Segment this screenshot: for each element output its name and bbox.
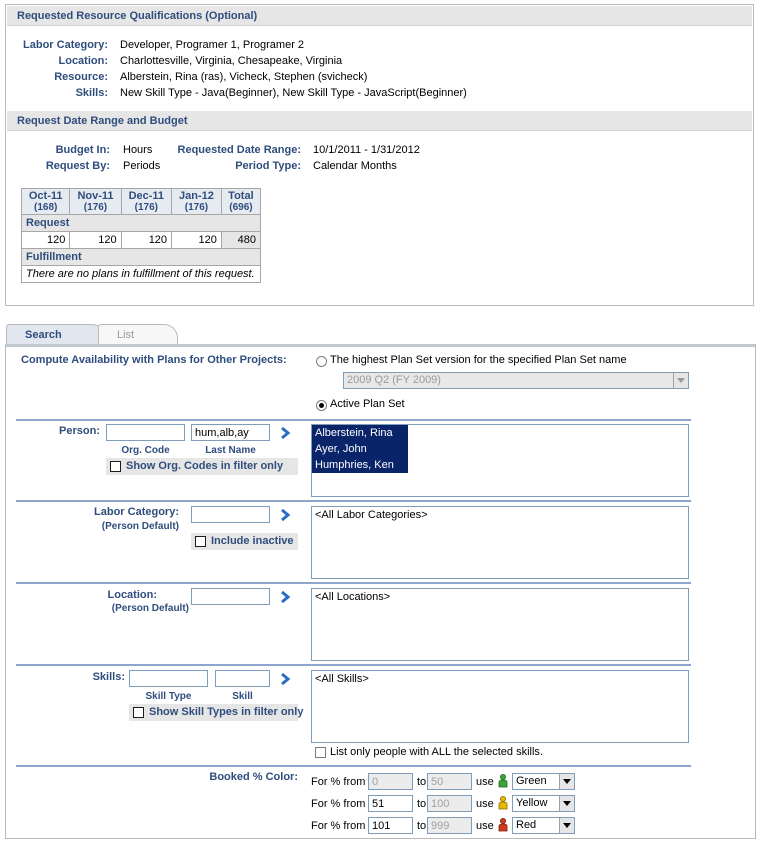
green-person-icon (498, 774, 508, 788)
labor-category-sublabel: (Person Default) (101, 521, 179, 532)
show-skill-types-label: Show Skill Types in filter only (149, 706, 304, 718)
period-type-value: Calendar Months (313, 160, 397, 172)
budget-in-label: Budget In: (55, 144, 110, 156)
location-label: Location: (58, 55, 108, 67)
tab-search[interactable] (6, 324, 106, 344)
location-value: Charlottesville, Virginia, Chesapeake, Virginia (120, 55, 343, 67)
col-hours: (176) (184, 202, 209, 213)
include-inactive-label: Include inactive (211, 535, 294, 547)
include-inactive-option (191, 533, 298, 550)
color-select-red[interactable] (512, 817, 575, 834)
col-label: Nov-11 (77, 190, 114, 202)
location-sublabel: (Person Default) (111, 603, 189, 614)
org-code-input[interactable] (106, 424, 185, 441)
tab-list-label: List (117, 329, 135, 341)
list-item[interactable]: <All Locations> (315, 591, 391, 603)
divider (16, 419, 691, 421)
request-total: 480 (221, 232, 260, 249)
show-skill-types-option (129, 704, 304, 721)
to-percent-input: 999 (427, 817, 472, 834)
use-label: use (476, 776, 494, 788)
col-label: Jan-12 (179, 190, 214, 202)
to-percent-input: 50 (427, 773, 472, 790)
date-range-label: Requested Date Range: (177, 144, 301, 156)
tab-search-label: Search (25, 329, 62, 341)
for-from-label: For % from (311, 798, 366, 810)
list-item[interactable]: Alberstein, Rina (312, 425, 408, 441)
plan-set-select-value: 2009 Q2 (FY 2009) (347, 374, 441, 386)
chevron-down-icon (559, 796, 574, 811)
to-label: to (417, 776, 427, 788)
resource-label: Resource: (54, 71, 108, 83)
budget-col-oct (22, 189, 70, 215)
budget-col-jan (172, 189, 222, 215)
plan-set-select[interactable] (343, 372, 689, 389)
show-skill-types-checkbox[interactable] (133, 707, 144, 718)
use-label: use (476, 820, 494, 832)
list-item[interactable]: Humphries, Ken (312, 457, 408, 473)
request-value: 120 (172, 232, 222, 249)
show-org-codes-checkbox[interactable] (110, 461, 121, 472)
skills-results-list[interactable] (311, 670, 689, 743)
tab-list[interactable] (98, 324, 178, 344)
list-item[interactable]: <All Skills> (315, 673, 369, 685)
skills-value: New Skill Type - Java(Beginner), New Skill Type - JavaScript(Beginner) (120, 87, 467, 99)
all-skills-checkbox[interactable] (315, 747, 326, 758)
booked-color-label: Booked % Color: (209, 771, 298, 783)
labor-category-label: Labor Category: (23, 39, 108, 51)
fulfillment-note: There are no plans in fulfillment of this request. (22, 266, 261, 283)
skills-label: Skills: (75, 87, 108, 99)
chevron-down-icon (559, 774, 574, 789)
request-value: 120 (22, 232, 70, 249)
divider (16, 500, 691, 502)
for-from-label: For % from (311, 776, 366, 788)
request-details-panel (5, 4, 754, 306)
to-label: to (417, 798, 427, 810)
skill-type-input[interactable] (129, 670, 208, 687)
request-value: 120 (121, 232, 171, 249)
date-range-value: 10/1/2011 - 1/31/2012 (313, 144, 420, 156)
search-location-arrow-icon[interactable] (279, 591, 291, 603)
radio-active-plan-set[interactable] (316, 400, 327, 411)
labor-category-results-list[interactable] (311, 506, 689, 579)
show-org-codes-label: Show Org. Codes in filter only (126, 460, 284, 472)
radio-active-label: Active Plan Set (330, 398, 405, 410)
qualifications-header: Requested Resource Qualifications (Optional) (7, 6, 752, 26)
labor-category-filter-label: Labor Category: (94, 506, 179, 518)
col-label: Total (228, 190, 254, 202)
red-person-icon (498, 818, 508, 832)
show-org-codes-option (106, 458, 298, 475)
col-hours: (168) (34, 202, 58, 213)
radio-highest-plan-set[interactable] (316, 356, 327, 367)
all-skills-label: List only people with ALL the selected skills. (330, 746, 543, 758)
from-percent-input[interactable]: 51 (368, 795, 413, 812)
color-select-value: Red (516, 819, 537, 831)
color-select-green[interactable] (512, 773, 575, 790)
last-name-input[interactable]: hum,alb,ay (191, 424, 270, 441)
color-select-yellow[interactable] (512, 795, 575, 812)
from-percent-input[interactable]: 101 (368, 817, 413, 834)
color-select-value: Yellow (516, 797, 548, 809)
include-inactive-checkbox[interactable] (195, 536, 206, 547)
for-from-label: For % from (311, 820, 366, 832)
skill-type-sublabel: Skill Type (145, 691, 192, 702)
location-filter-label: Location: (107, 589, 157, 601)
request-by-value: Periods (123, 160, 161, 172)
request-values-row (22, 232, 261, 249)
budget-header: Request Date Range and Budget (7, 111, 752, 131)
divider (16, 664, 691, 666)
chevron-down-icon (673, 373, 688, 388)
budget-col-total (221, 189, 260, 215)
divider (16, 765, 691, 767)
search-person-arrow-icon[interactable] (279, 427, 291, 439)
budget-col-nov (70, 189, 121, 215)
person-results-list[interactable] (311, 424, 689, 497)
yellow-person-icon (498, 796, 508, 810)
search-labor-arrow-icon[interactable] (279, 509, 291, 521)
compute-availability-label: Compute Availability with Plans for Other Projects: (21, 354, 287, 366)
col-hours: (176) (83, 202, 108, 213)
col-hours: (696) (229, 202, 253, 213)
labor-category-value: Developer, Programer 1, Programer 2 (120, 39, 305, 51)
to-percent-input: 100 (427, 795, 472, 812)
skill-sublabel: Skill (232, 691, 253, 702)
radio-highest-label: The highest Plan Set version for the specified Plan Set name (330, 354, 627, 366)
request-value: 120 (70, 232, 121, 249)
from-percent-input: 0 (368, 773, 413, 790)
resource-value: Alberstein, Rina (ras), Vicheck, Stephen (svicheck) (120, 71, 368, 83)
last-name-sublabel: Last Name (205, 445, 256, 456)
period-type-label: Period Type: (235, 160, 301, 172)
col-label: Dec-11 (128, 190, 165, 202)
location-input[interactable] (191, 588, 270, 605)
divider (16, 582, 691, 584)
list-item[interactable]: <All Labor Categories> (315, 509, 428, 521)
fulfillment-row-label: Fulfillment (22, 249, 261, 266)
color-select-value: Green (516, 775, 547, 787)
budget-table (21, 188, 261, 283)
skill-input[interactable] (215, 670, 270, 687)
request-row-label: Request (22, 215, 261, 232)
search-skills-arrow-icon[interactable] (279, 673, 291, 685)
person-label: Person: (59, 425, 100, 437)
to-label: to (417, 820, 427, 832)
budget-header-row (22, 189, 261, 215)
labor-category-input[interactable] (191, 506, 270, 523)
location-results-list[interactable] (311, 588, 689, 661)
col-hours: (176) (134, 202, 158, 213)
budget-in-value: Hours (123, 144, 153, 156)
search-panel (5, 344, 756, 839)
request-by-label: Request By: (45, 160, 110, 172)
use-label: use (476, 798, 494, 810)
budget-col-dec (121, 189, 171, 215)
org-code-sublabel: Org. Code (121, 445, 170, 456)
skills-filter-label: Skills: (92, 671, 125, 683)
list-item[interactable]: Ayer, John (312, 441, 408, 457)
chevron-down-icon (559, 818, 574, 833)
col-label: Oct-11 (28, 190, 63, 202)
